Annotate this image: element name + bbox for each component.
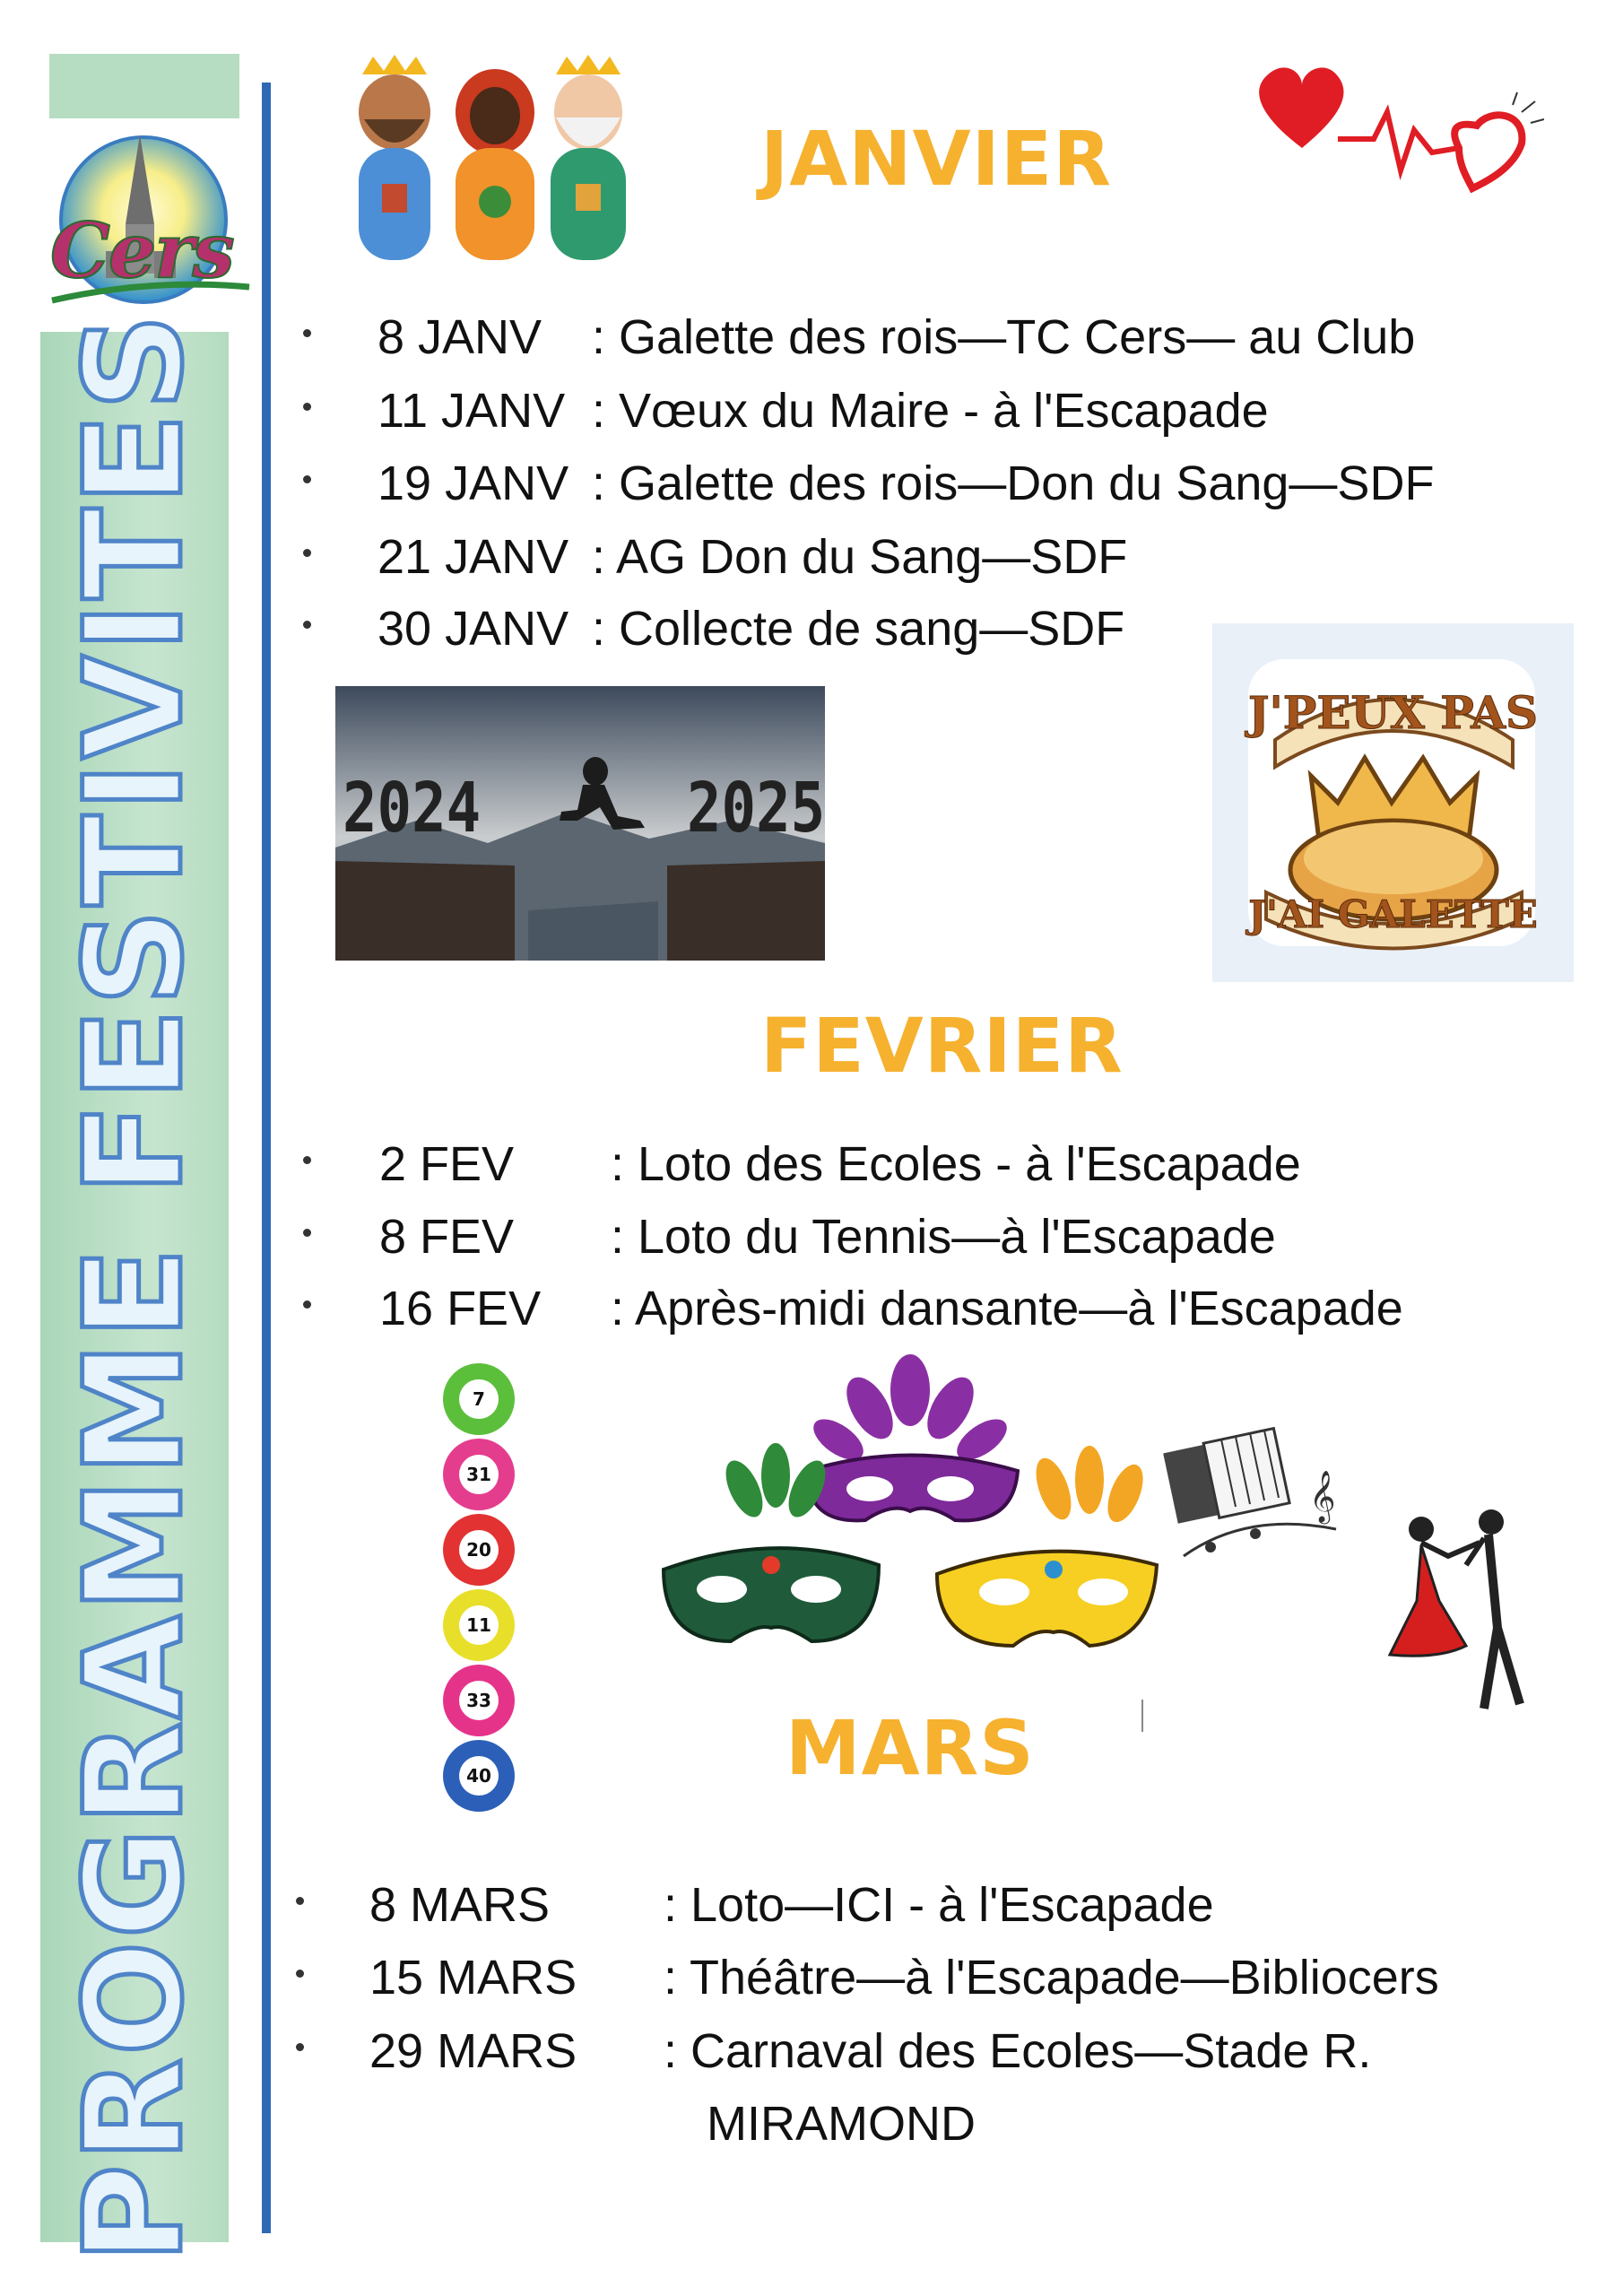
loto-balls-illustration [439, 1363, 520, 1812]
loto-ball: 31 [443, 1439, 515, 1510]
svg-text:𝄞: 𝄞 [1309, 1470, 1336, 1522]
event-row [303, 456, 1576, 515]
dancing-couple-icon [1385, 1502, 1556, 1718]
event-row [303, 1281, 1576, 1340]
new-year-jump-photo [335, 686, 825, 961]
event-row [303, 309, 1558, 369]
event-desc: : Loto des Ecoles - à l'Escapade [611, 1137, 1301, 1191]
sidebar-top-band [49, 54, 239, 118]
bullet [296, 1970, 304, 1978]
galette-sticker [1212, 623, 1574, 982]
event-desc-continuation: MIRAMOND [707, 2097, 976, 2151]
event-desc: : Loto du Tennis—à l'Escapade [611, 1210, 1276, 1264]
month-heading-fevrier: FEVRIER [760, 1002, 1124, 1090]
logo-text: Cers [50, 206, 233, 295]
galette-top-text: J'PEUX PAS [1247, 686, 1539, 739]
accordion-music-icon [1157, 1413, 1363, 1583]
bullet [303, 621, 311, 629]
loto-ball: 33 [443, 1665, 515, 1736]
event-row [303, 601, 1200, 660]
bullet [303, 475, 311, 483]
carnival-masks-illustration [659, 1354, 1161, 1695]
event-date: 29 MARS [369, 2024, 577, 2078]
year-to-label: 2025 [687, 769, 825, 849]
event-date: 19 JANV [378, 457, 569, 510]
bullet [303, 1229, 311, 1237]
event-date: 2 FEV [379, 1137, 515, 1191]
event-desc: : Théâtre—à l'Escapade—Bibliocers [664, 1951, 1439, 2005]
town-logo [43, 126, 258, 332]
loto-ball: 40 [443, 1740, 515, 1812]
year-from-label: 2024 [343, 769, 482, 849]
divider-tick [1141, 1700, 1143, 1732]
heartbeat-icon [1239, 58, 1544, 211]
loto-ball: 20 [443, 1514, 515, 1586]
event-desc: : Carnaval des Ecoles—Stade R. [664, 2024, 1372, 2078]
event-desc: : Collecte de sang—SDF [592, 602, 1125, 656]
month-heading-janvier: JANVIER [760, 115, 1112, 203]
loto-ball: 7 [443, 1363, 515, 1435]
bullet [303, 549, 311, 557]
event-desc: : Loto—ICI - à l'Escapade [664, 1878, 1214, 1932]
bullet [303, 329, 311, 337]
event-row [303, 1136, 1558, 1196]
event-row [296, 1950, 1587, 2009]
event-row [296, 2023, 1587, 2083]
event-date: 30 JANV [378, 602, 569, 656]
month-heading-mars: MARS [785, 1704, 1035, 1792]
event-row [303, 529, 1558, 588]
event-desc: : Vœux du Maire - à l'Escapade [592, 384, 1269, 438]
event-date: 8 FEV [379, 1210, 515, 1264]
event-date: 15 MARS [369, 1951, 577, 2005]
event-desc: : Après-midi dansante—à l'Escapade [611, 1282, 1403, 1335]
bullet [296, 2043, 304, 2051]
event-date: 8 JANV [378, 310, 542, 364]
three-kings-illustration [352, 49, 638, 265]
event-date: 11 JANV [378, 384, 566, 438]
bullet [296, 1897, 304, 1905]
bullet [303, 1156, 311, 1164]
event-desc: : Galette des rois—TC Cers— au Club [592, 310, 1416, 364]
bullet [303, 403, 311, 411]
event-date: 16 FEV [379, 1282, 542, 1335]
event-row [303, 383, 1558, 442]
event-row [296, 1877, 1569, 1936]
event-desc: : AG Don du Sang—SDF [592, 530, 1128, 584]
event-date: 8 MARS [369, 1878, 551, 1932]
loto-ball: 11 [443, 1589, 515, 1661]
galette-bottom-text: J'AI GALETTE [1248, 892, 1538, 936]
event-row [303, 1209, 1558, 1268]
event-date: 21 JANV [378, 530, 569, 584]
bullet [303, 1300, 311, 1309]
vertical-divider [262, 83, 271, 2233]
event-desc: : Galette des rois—Don du Sang—SDF [592, 457, 1435, 510]
